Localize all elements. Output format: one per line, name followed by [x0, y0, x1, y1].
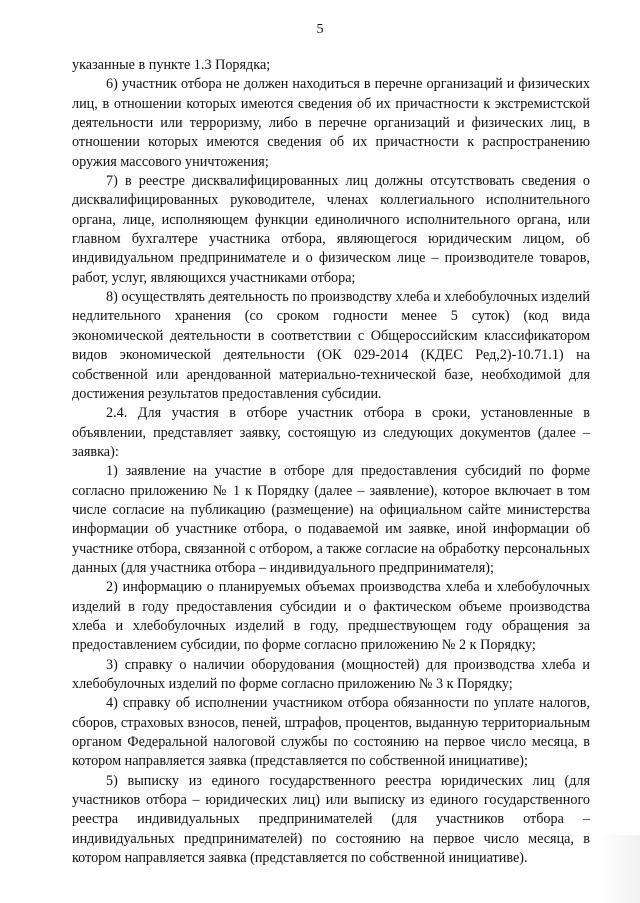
- paragraph-doc-1: 1) заявление на участие в отборе для предоставления субсидий по форме согласно приложению № 1 к Порядку (далее – заявление), которое включает в том числе согласие на публикацию (размещение) на официальном сайте министерства информации об участнике отбора, о подаваемой им заявке, иной информации об участнике отбора, связанной с отбором, а также согласие на обработку персональных данных (для участника отбора – индивидуального предпринимателя);: [72, 463, 590, 576]
- paragraph-item-6: 6) участник отбора не должен находиться в перечне организаций и физических лиц, в отношении которых имеются сведения об их причастности к экстремистской деятельности или терроризму, либо в перечне организаций и физических лиц, в отношении которых имеются сведения об их причастности к распространению оружия массового уничтожения;: [72, 76, 590, 170]
- document-body: [72, 56, 590, 868]
- paragraph-continuation: указанные в пункте 1.3 Порядка;: [72, 57, 271, 73]
- paragraph-section-2-4: 2.4. Для участия в отборе участник отбора в сроки, установленные в объявлении, представляет заявку, состоящую из следующих документов (далее – заявка):: [72, 405, 590, 460]
- paragraph-doc-3: 3) справку о наличии оборудования (мощностей) для производства хлеба и хлебобулочных изделий по форме согласно приложению № 3 к Порядку;: [72, 656, 590, 692]
- page-number: 5: [316, 22, 324, 37]
- paragraph-doc-4: 4) справку об исполнении участником отбора обязанности по уплате налогов, сборов, страховых взносов, пеней, штрафов, процентов, выданную территориальным органом Федеральной налоговой службы по состоянию на первое число месяца, в котором направляется заявка (представляется по собственной инициативе);: [72, 695, 590, 770]
- paragraph-doc-5: 5) выписку из единого государственного реестра юридических лиц (для участников отбора – юридических лиц) или выписку из единого государственного реестра индивидуальных предпринимателей (для участников отбора – индивидуальных предпринимателей) по состоянию на первое число месяца, в котором направляется заявка (представляется по собственной инициативе).: [72, 772, 590, 867]
- paragraph-item-8: 8) осуществлять деятельность по производству хлеба и хлебобулочных изделий недлительного хранения (со сроком годности менее 5 суток) (код вида экономической деятельности в соответствии с Общероссийским классификатором видов экономической деятельности (ОК 029-2014 (КДЕС Ред,2)-10.71.1) на собственной или арендованной материально-технической базе, необходимой для достижения результатов предоставления субсидии.: [72, 289, 590, 402]
- paragraph-doc-2: 2) информацию о планируемых объемах производства хлеба и хлебобулочных изделий в году предоставления субсидии и о фактическом объеме производства хлеба и хлебобулочных изделий в году, предшествующем году обращения за предоставлением субсидии, по форме согласно приложению № 2 к Порядку;: [72, 579, 590, 654]
- scan-edge-shadow: [600, 835, 640, 903]
- paragraph-item-7: 7) в реестре дисквалифицированных лиц должны отсутствовать сведения о дисквалифицированных руководителе, членах коллегиального исполнительного органа, лице, исполняющем функции единоличного исполнительного органа, или главном бухгалтере участника отбора, являющегося юридическим лицом, об индивидуальном предпринимателе и о физическом лице – производителе товаров, работ, услуг, являющихся участниками отбора;: [72, 173, 590, 286]
